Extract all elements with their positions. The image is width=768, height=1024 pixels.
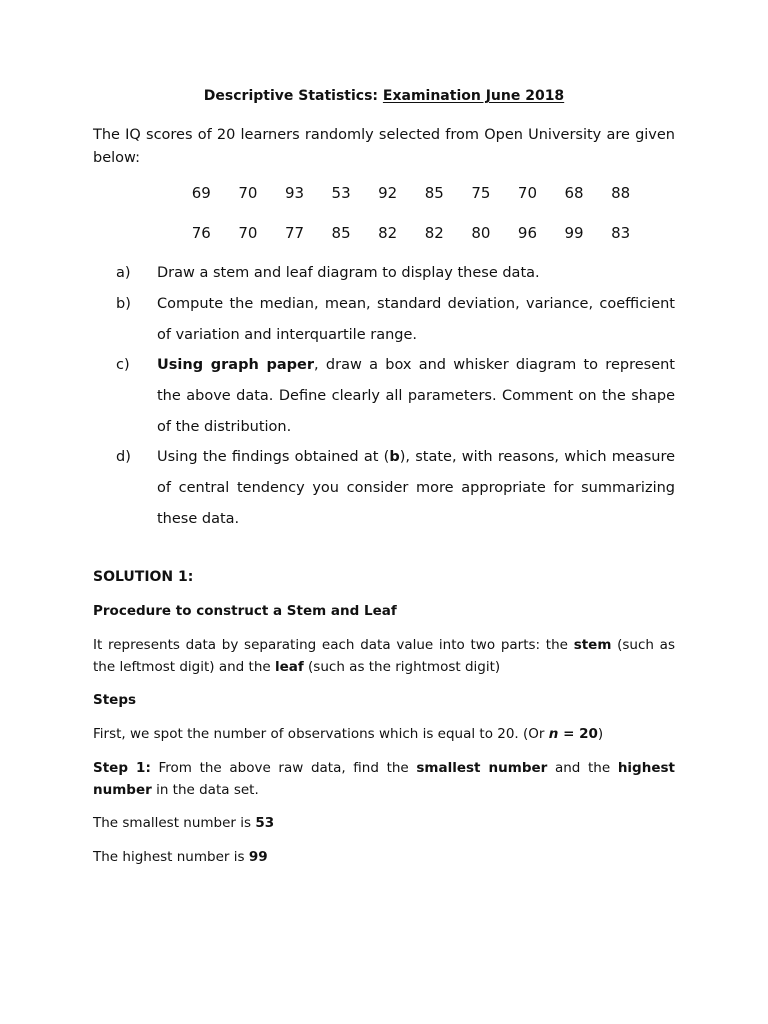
scores-row-1 [178, 184, 644, 202]
intro-text: The IQ scores of 20 learners randomly selected from Open University are given below: [93, 127, 675, 166]
score-cell: 96 [517, 224, 537, 242]
question-text-post: ), state, with reasons, which measure of central tendency you consider more appropriate for summarizing these data. [157, 449, 676, 527]
highest-number-term: highest number [93, 760, 675, 798]
step1-label: Step 1: [93, 760, 151, 776]
score-cell: 82 [378, 224, 398, 242]
bold-reference: b [389, 449, 400, 465]
question-text [157, 442, 675, 535]
steps-heading: Steps [93, 692, 137, 708]
score-cell: 76 [191, 224, 211, 242]
smallest-text: The smallest number is [93, 815, 256, 831]
score-cell: 85 [331, 224, 351, 242]
title-exam-date: Examination June 2018 [382, 88, 565, 104]
score-cell: 70 [238, 224, 258, 242]
equals-sign: = [558, 726, 580, 742]
highest-text: The highest number is [93, 849, 249, 865]
n-symbol: n [548, 726, 559, 742]
highest-value: 99 [248, 849, 268, 865]
definition-text: (such as the rightmost digit) [303, 659, 501, 675]
smallest-number-term: smallest number [416, 760, 548, 776]
score-cell: 93 [284, 184, 305, 202]
question-text-rest: , draw a box and whisker diagram to represent the above data. Define clearly all parameters. Comment on the shape of the distribution. [157, 357, 675, 435]
step1-text: From the above raw data, find the [150, 760, 417, 776]
title-prefix: Descriptive Statistics: [203, 88, 383, 104]
question-a [116, 258, 675, 289]
question-b [116, 289, 675, 351]
question-text [157, 350, 675, 443]
n-value: 20 [579, 726, 598, 742]
smallest-value: 53 [255, 815, 275, 831]
step1-text: in the data set. [151, 782, 259, 798]
question-d [116, 442, 675, 535]
score-cell: 70 [238, 184, 258, 202]
term-stem: stem [573, 637, 612, 653]
step1-paragraph [93, 757, 675, 801]
page-title [0, 88, 768, 104]
close-paren: ) [597, 726, 604, 742]
question-text: Compute the median, mean, standard deviation, variance, coefficient of variation and interquartile range. [157, 296, 675, 343]
definition-text: It represents data by separating each data value into two parts: the [93, 637, 574, 653]
score-cell: 68 [564, 184, 584, 202]
question-text: Draw a stem and leaf diagram to display these data. [157, 265, 540, 281]
bold-phrase: Using graph paper [157, 357, 315, 373]
question-label: a) [116, 265, 131, 281]
score-cell: 75 [471, 184, 491, 202]
score-cell: 53 [331, 184, 351, 202]
question-text-pre: Using the findings obtained at ( [157, 449, 390, 465]
first-paragraph [93, 723, 675, 745]
procedure-heading: Procedure to construct a Stem and Leaf [93, 603, 397, 619]
score-cell: 82 [424, 224, 444, 242]
score-cell: 88 [611, 184, 631, 202]
score-cell: 77 [284, 224, 305, 242]
first-text: First, we spot the number of observations which is equal to 20. (Or [93, 726, 549, 742]
definition-paragraph [93, 634, 675, 678]
score-cell: 99 [564, 224, 584, 242]
score-cell: 92 [378, 184, 398, 202]
question-c [116, 350, 675, 443]
highest-line [93, 846, 675, 868]
solution-heading: SOLUTION 1: [93, 569, 194, 585]
question-label: d) [116, 449, 131, 465]
score-cell: 80 [471, 224, 491, 242]
step1-text: and the [547, 760, 618, 776]
score-cell: 69 [191, 184, 211, 202]
smallest-line [93, 812, 675, 834]
definition-text: (such as the leftmost digit) and the [93, 637, 675, 675]
term-leaf: leaf [274, 659, 304, 675]
score-cell: 83 [611, 224, 631, 242]
scores-row-2 [178, 224, 644, 242]
question-label: c) [116, 357, 130, 373]
score-cell: 70 [517, 184, 537, 202]
score-cell: 85 [424, 184, 444, 202]
question-label: b) [116, 296, 131, 312]
